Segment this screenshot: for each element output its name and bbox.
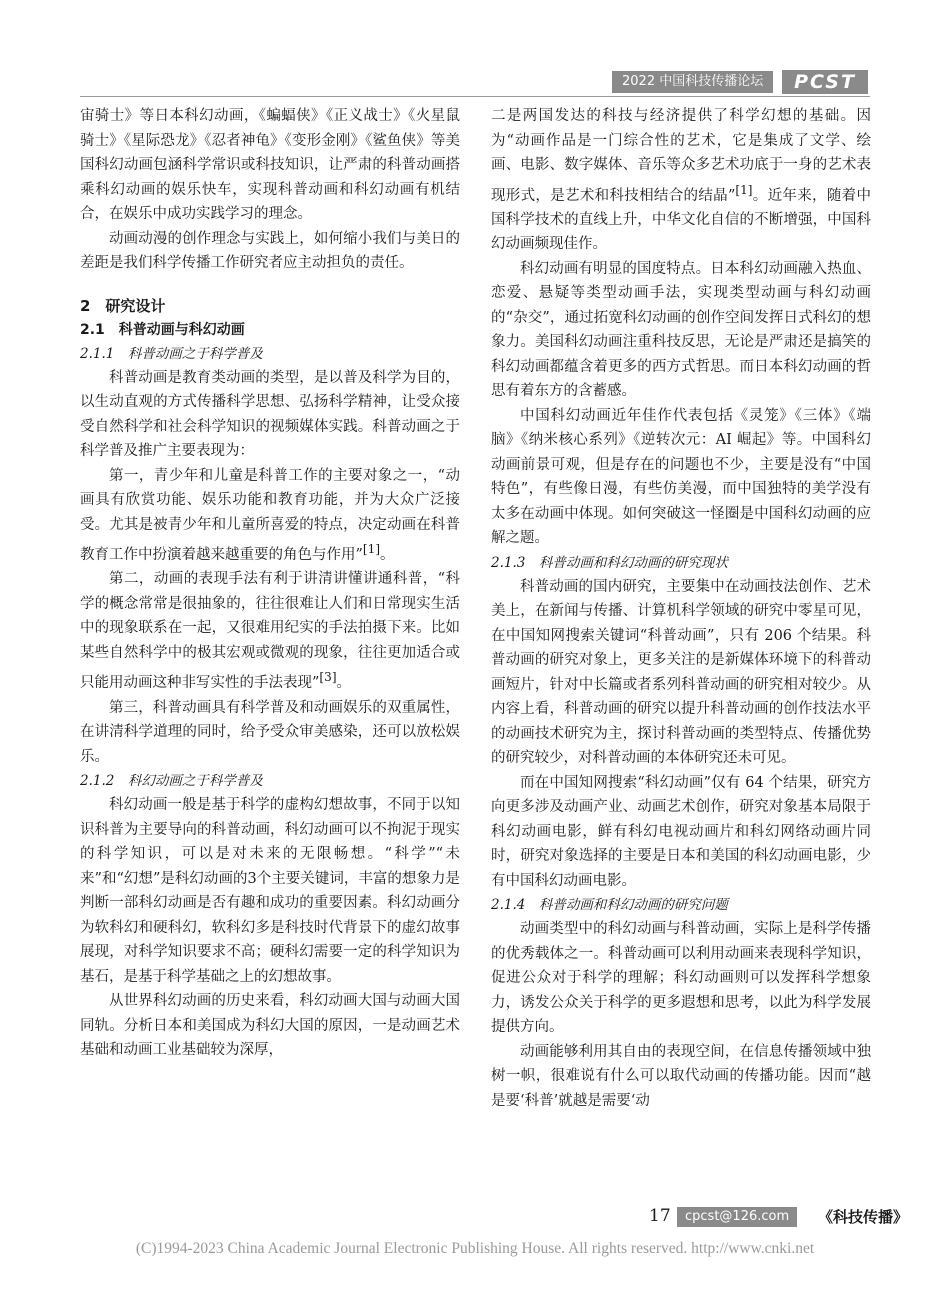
- citation: [3]: [319, 670, 337, 685]
- citation: [1]: [362, 542, 381, 556]
- subsection-heading: 2.1 科普动画与科幻动画: [80, 321, 245, 338]
- paragraph: 动画动漫的创作理念与实践上，如何缩小我们与美日的差距是我们科学传播工作研究者应主动担负的责任。: [80, 230, 460, 271]
- paragraph: 动画能够利用其自由的表现空间，在信息传播领域中独树一帜，很难说有什么可以取代动画的传播功能。因而“越是要‘科普’就越是需要‘动: [491, 1043, 871, 1109]
- contact-email: cpcst@126.com: [677, 1207, 797, 1227]
- paragraph: 科普动画是教育类动画的类型，是以普及科学为目的，以生动直观的方式传播科学思想、弘扬科学精神，让受众接受自然科学和社会科学知识的视频媒体实践。科普动画之于科学普及推广主要表现为：: [80, 369, 460, 459]
- paragraph-end: 。: [380, 546, 395, 563]
- citation: [1]: [735, 182, 753, 197]
- paragraph: [491, 104, 871, 257]
- copyright-footer: (C)1994-2023 China Academic Journal Electronic Publishing House. All rights reserved. http://www.cnki.net: [135, 1240, 815, 1257]
- left-column: [80, 104, 460, 1063]
- paragraph-end: 。近年来，随着中国科学技术的直线上升，中华文化自信的不断增强，中国科幻动画频现佳作。: [491, 187, 871, 253]
- subsubsection-heading: 2.1.2 科幻动画之于科学普及: [80, 773, 263, 790]
- paragraph: 科普动画的国内研究，主要集中在动画技法创作、艺术美上，在新闻与传播、计算机科学领域的研究中零星可见，在中国知网搜索关键词“科普动画”，只有 206 个结果。科普动画的研究对象上，更多关注的是新媒体环境下的科普动画短片，针对中长篇或者系列科普动画的研究相对较少。从内容上看，科普动画的研究以提升科普动画的创作技法水平的动画技术研究为主，探讨科普动画的类型特点、传播优势的研究较少，对科普动画的本体研究还未可见。: [491, 578, 871, 767]
- paragraph: [80, 567, 460, 695]
- forum-banner: 2022 中国科技传播论坛: [612, 71, 773, 93]
- section-heading: 2 研究设计: [80, 296, 166, 315]
- journal-name: 《科技传播》: [818, 1208, 909, 1226]
- right-column: [491, 104, 871, 1113]
- subsubsection-heading: 2.1.4 科普动画和科幻动画的研究问题: [491, 897, 728, 914]
- header-rule: [80, 96, 870, 97]
- paragraph-text: 二是两国发达的科技与经济提供了科学幻想的基础。因为“动画作品是一门综合性的艺术，它是集成了文学、绘画、电影、数字媒体、音乐等众多艺术功底于一身的艺术表现形式，是艺术和科技相结合的结晶”: [491, 108, 871, 204]
- paragraph: 从世界科幻动画的历史来看，科幻动画大国与动画大国同轨。分析日本和美国成为科幻大国的原因，一是动画艺术基础和动画工业基础较为深厚，: [80, 993, 460, 1059]
- paragraph-text: 第一，青少年和儿童是科普工作的主要对象之一，“动画具有欣赏功能、娱乐功能和教育功能，并为大众广泛接受。尤其是被青少年和儿童所喜爱的特点，决定动画在科普教育工作中扮演着越来越重要的角色与作用”: [80, 467, 460, 563]
- subsubsection-heading: 2.1.1 科普动画之于科学普及: [80, 345, 263, 362]
- paragraph: 科幻动画有明显的国度特点。日本科幻动画融入热血、恋爱、悬疑等类型动画手法，实现类型动画与科幻动画的“杂交”，通过拓宽科幻动画的创作空间发挥日式科幻的想象力。美国科幻动画注重科技反思，无论是严肃还是搞笑的科幻动画都蕴含着更多的西方式哲思。而日本科幻动画的哲思有着东方的含蓄感。: [491, 260, 871, 400]
- paragraph-end: 。: [336, 675, 352, 692]
- pcst-logo: PCST: [782, 70, 868, 94]
- paragraph: 第三，科普动画具有科学普及和动画娱乐的双重属性，在讲清科学道理的同时，给予受众审美感染，还可以放松娱乐。: [80, 699, 460, 765]
- paragraph: 科幻动画一般是基于科学的虚构幻想故事，不同于以知识科普为主要导向的科普动画，科幻动画可以不拘泥于现实的科学知识，可以是对未来的无限畅想。“科学”“未来”和“幻想”是科幻动画的3个主要关键词，丰富的想象力是判断一部科幻动画是否有趣和成功的重要因素。科幻动画分为软科幻和硬科幻，软科幻多是科技时代背景下的虚幻故事展现，对科学知识要求不高；硬科幻需要一定的科学知识为基石，是基于科学基础之上的幻想故事。: [80, 797, 460, 985]
- paragraph: 中国科幻动画近年佳作代表包括《灵笼》《三体》《端脑》《纳米核心系列》《逆转次元：AI 崛起》等。中国科幻动画前景可观，但是存在的问题也不少，主要是没有“中国特色”，有些像日漫，有些仿美漫，而中国独特的美学没有太多在动画中体现。如何突破这一怪圈是中国科幻动画的应解之题。: [491, 407, 871, 547]
- paragraph: 动画类型中的科幻动画与科普动画，实际上是科学传播的优秀载体之一。科普动画可以利用动画来表现科学知识，促进公众对于科学的理解；科幻动画则可以发挥科学想象力，诱发公众关于科学的更多遐想和思考，以此为科学发展提供方向。: [491, 921, 871, 1036]
- page-number: 17: [649, 1206, 671, 1226]
- paragraph: 宙骑士》等日本科幻动画，《蝙蝠侠》《正义战士》《火星鼠骑士》《星际恐龙》《忍者神龟》《变形金刚》《鲨鱼侠》等美国科幻动画包涵科学常识或科技知识，让严肃的科普动画搭乘科幻动画的娱乐快车，实现科普动画和科幻动画有机结合，在娱乐中成功实践学习的理念。: [80, 108, 460, 222]
- paragraph-text: 第二，动画的表现手法有利于讲清讲懂讲通科普，“科学的概念常常是很抽象的，往往很难让人们和日常现实生活中的现象联系在一起，又很难用纪实的手法拍摄下来。比如某些自然科学中的极其宏观或微观的现象，往往更加适合或只能用动画这种非写实性的手法表现”: [80, 571, 460, 692]
- paragraph: [80, 464, 460, 568]
- subsubsection-heading: 2.1.3 科普动画和科幻动画的研究现状: [491, 554, 728, 571]
- paragraph: 而在中国知网搜索“科幻动画”仅有 64 个结果，研究方向更多涉及动画产业、动画艺术创作，研究对象基本局限于科幻动画电影，鲜有科幻电视动画片和科幻网络动画片同时，研究对象选择的主要是日本和美国的科幻动画电影，少有中国科幻动画电影。: [491, 774, 871, 889]
